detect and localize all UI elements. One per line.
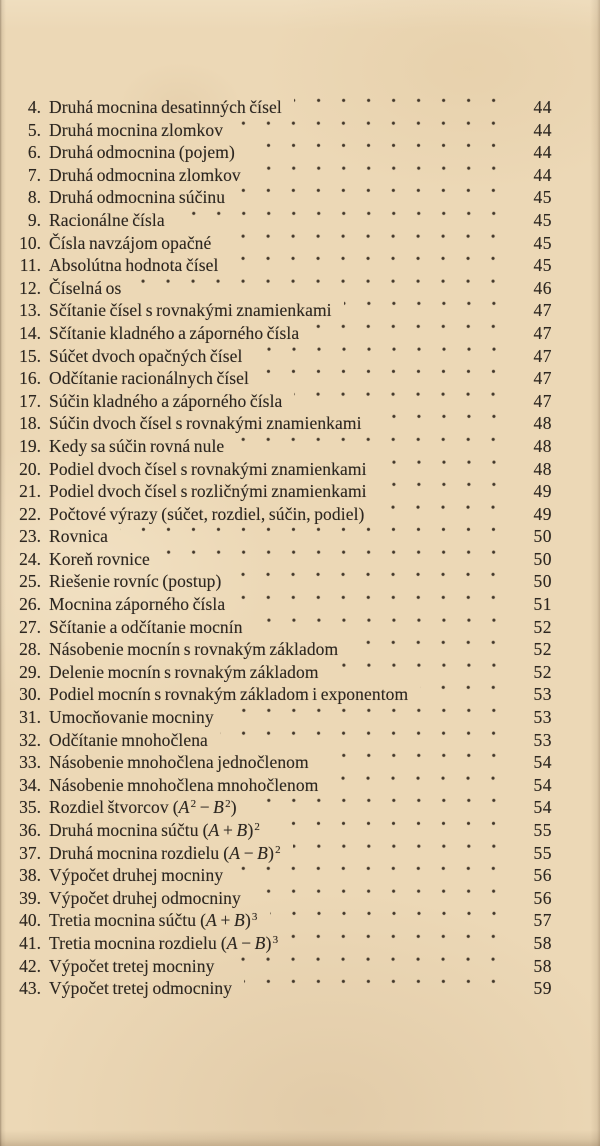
toc-entry-title: Výpočet tretej mocniny	[49, 955, 215, 976]
toc-entry-page: 52	[533, 661, 552, 682]
dot-leader	[253, 887, 510, 910]
toc-entry-page: 45	[533, 255, 552, 276]
toc-entry-title: Druhá mocnina rozdielu $(A - B)^2$	[49, 842, 281, 863]
toc-entry-number: 14.	[19, 322, 41, 343]
dot-leader	[344, 299, 510, 322]
toc-row	[8, 977, 552, 1000]
toc-entry-title: Druhá odmocnina súčinu	[49, 187, 226, 208]
toc-entry-title: Podiel dvoch čísel s rozličnými znamienkami	[49, 481, 367, 502]
toc-entry-page: 52	[533, 639, 552, 660]
dot-leader	[133, 277, 510, 300]
toc-entry-title: Odčítanie racionálnych čísel	[49, 368, 250, 389]
dot-leader	[247, 141, 510, 164]
toc-row	[8, 164, 552, 187]
toc-row	[8, 390, 552, 413]
toc-entry-number: 33.	[19, 752, 41, 773]
toc-row	[8, 119, 552, 142]
toc-entry-page: 55	[533, 820, 552, 840]
toc-row	[8, 277, 552, 300]
toc-entry-title: Druhá mocnina zlomkov	[49, 119, 224, 140]
dot-leader	[230, 254, 510, 277]
toc-row	[8, 774, 552, 797]
toc-entry-number: 5.	[27, 119, 41, 140]
dot-leader	[226, 706, 510, 729]
dot-leader	[294, 96, 510, 119]
toc-row	[8, 458, 552, 481]
toc-entry-title: Umocňovanie mocniny	[49, 707, 214, 728]
toc-entry-number: 15.	[19, 345, 41, 366]
toc-row	[8, 909, 552, 932]
toc-entry-page: 53	[533, 684, 552, 705]
toc-row	[8, 345, 552, 368]
dot-leader	[331, 661, 510, 684]
toc-row	[8, 819, 552, 842]
toc-entry-title: Delenie mocnín s rovnakým základom	[49, 661, 319, 682]
dot-leader	[293, 842, 510, 865]
dot-leader	[255, 345, 511, 368]
toc-entry-page: 44	[533, 164, 552, 185]
toc-entry-page: 48	[533, 435, 552, 456]
toc-entry-page: 56	[533, 887, 552, 908]
toc-entry-page: 49	[533, 481, 552, 502]
math-expression: $(A^2 - B^2)$	[172, 797, 237, 818]
toc-entry-number: 39.	[19, 887, 41, 908]
math-expression: $(A - B)^3$	[220, 932, 279, 953]
toc-row	[8, 412, 552, 435]
toc-entry-page: 49	[533, 503, 552, 524]
toc-row	[8, 186, 552, 209]
toc-entry-number: 40.	[19, 910, 41, 931]
toc-entry-number: 29.	[19, 661, 41, 682]
toc-row	[8, 955, 552, 978]
dot-leader	[261, 367, 510, 390]
toc-entry-number: 38.	[19, 865, 41, 886]
dot-leader	[220, 729, 510, 752]
toc-entry-page: 48	[533, 458, 552, 479]
dot-leader	[272, 819, 510, 842]
toc-row	[8, 322, 552, 345]
dot-leader	[249, 796, 510, 819]
toc-entry-title: Koreň rovnice	[49, 548, 150, 569]
toc-row	[8, 435, 552, 458]
toc-entry-number: 8.	[27, 187, 41, 208]
toc-entry-title: Druhá odmocnina zlomkov	[49, 164, 241, 185]
dot-leader	[321, 751, 510, 774]
math-expression: $(A + B)^2$	[202, 820, 260, 840]
toc-entry-number: 42.	[19, 955, 41, 976]
toc-row	[8, 751, 552, 774]
toc-entry-page: 46	[533, 277, 552, 298]
toc-entry-page: 58	[533, 932, 552, 953]
toc-row	[8, 141, 552, 164]
toc-entry-title: Násobenie mnohočlena jednočlenom	[49, 752, 309, 773]
toc-entry-page: 51	[533, 594, 552, 615]
toc-row	[8, 706, 552, 729]
toc-entry-title: Sčítanie čísel s rovnakými znamienkami	[49, 300, 332, 321]
toc-entry-number: 6.	[27, 142, 41, 163]
toc-entry-number: 28.	[19, 639, 41, 660]
toc-row	[8, 254, 552, 277]
toc-entry-number: 20.	[19, 458, 41, 479]
toc-entry-number: 43.	[19, 978, 41, 999]
toc-row	[8, 932, 552, 955]
toc-row	[8, 209, 552, 232]
toc-entry-page: 47	[533, 368, 552, 389]
toc-entry-page: 44	[533, 119, 552, 140]
toc-entry-number: 12.	[19, 277, 41, 298]
toc-entry-title: Odčítanie mnohočlena	[49, 729, 208, 750]
toc-entry-title: Riešenie rovníc (postup)	[49, 571, 222, 592]
toc-entry-title: Rovnica	[49, 526, 109, 547]
toc-entry-title: Podiel dvoch čísel s rovnakými znamienkami	[49, 458, 367, 479]
toc-row	[8, 299, 552, 322]
toc-row	[8, 593, 552, 616]
toc-entry-number: 34.	[19, 774, 41, 795]
dot-leader	[120, 525, 510, 548]
toc-entry-title: Výpočet druhej odmocniny	[49, 887, 241, 908]
toc-row	[8, 548, 552, 571]
dot-leader	[237, 186, 510, 209]
toc-entry-page: 58	[533, 955, 552, 976]
toc-entry-title: Počtové výrazy (súčet, rozdiel, súčin, podiel)	[49, 503, 365, 524]
toc-entry-title: Výpočet druhej mocniny	[49, 865, 224, 886]
toc-entry-title: Druhá mocnina desatinných čísel	[49, 97, 282, 117]
toc-entry-page: 47	[533, 345, 552, 366]
toc-entry-number: 32.	[19, 729, 41, 750]
toc-entry-page: 44	[533, 142, 552, 163]
toc-row	[8, 638, 552, 661]
toc-entry-page: 47	[533, 322, 552, 343]
toc-entry-page: 54	[533, 797, 552, 818]
toc-entry-number: 26.	[19, 594, 41, 615]
dot-leader	[294, 390, 510, 413]
toc-entry-page: 53	[533, 707, 552, 728]
toc-entry-title: Rozdiel štvorcov $(A^2 - B^2)$	[49, 797, 237, 818]
toc-entry-page: 59	[533, 978, 552, 999]
toc-entry-page: 45	[533, 187, 552, 208]
toc-entry-page: 48	[533, 413, 552, 434]
toc-row	[8, 683, 552, 706]
toc-entry-number: 27.	[19, 616, 41, 637]
dot-leader	[235, 864, 510, 887]
toc-entry-number: 7.	[27, 164, 41, 185]
toc-entry-page: 54	[533, 774, 552, 795]
dot-leader	[379, 480, 510, 503]
toc-entry-title: Násobenie mocnín s rovnakým základom	[49, 639, 339, 660]
toc-entry-title: Tretia mocnina súčtu $(A + B)^3$	[49, 910, 258, 931]
toc-entry-page: 52	[533, 616, 552, 637]
toc-entry-title: Sčítanie a odčítanie mocnín	[49, 616, 243, 637]
toc-entry-number: 21.	[19, 481, 41, 502]
toc-entry-title: Číselná os	[49, 277, 122, 298]
dot-leader	[255, 616, 510, 639]
toc-entry-number: 16.	[19, 368, 41, 389]
toc-entry-number: 23.	[19, 526, 41, 547]
toc-entry-title: Súčin kladného a záporného čísla	[49, 390, 283, 411]
dot-leader	[290, 932, 510, 955]
toc-entry-number: 41.	[19, 932, 41, 953]
math-expression: $(A - B)^2$	[223, 842, 281, 863]
toc-row	[8, 480, 552, 503]
dot-leader	[270, 909, 510, 932]
toc-entry-title: Kedy sa súčin rovná nule	[49, 435, 225, 456]
toc-entry-number: 31.	[19, 707, 41, 728]
toc-row	[8, 729, 552, 752]
toc-entry-page: 50	[533, 526, 552, 547]
toc-entry-title: Druhá odmocnina (pojem)	[49, 142, 235, 163]
toc-row	[8, 842, 552, 865]
dot-leader	[253, 164, 510, 187]
dot-leader	[233, 570, 510, 593]
toc-row	[8, 503, 552, 526]
toc-entry-number: 13.	[19, 300, 41, 321]
dot-leader	[311, 322, 510, 345]
toc-entry-title: Násobenie mnohočlena mnohočlenom	[49, 774, 319, 795]
toc-entry-number: 10.	[19, 232, 41, 253]
toc-entry-title: Výpočet tretej odmocniny	[49, 978, 233, 999]
toc-entry-title: Absolútna hodnota čísel	[49, 255, 219, 276]
dot-leader	[237, 593, 510, 616]
dot-leader	[376, 503, 510, 526]
dot-leader	[235, 119, 510, 142]
toc-row	[8, 367, 552, 390]
dot-leader	[420, 683, 510, 706]
dot-leader	[350, 638, 510, 661]
toc-entry-page: 45	[533, 232, 552, 253]
toc-entry-number: 19.	[19, 435, 41, 456]
toc-entry-number: 25.	[19, 571, 41, 592]
toc-entry-page: 50	[533, 571, 552, 592]
dot-leader	[223, 232, 510, 255]
toc-entry-page: 44	[533, 97, 552, 117]
toc-entry-number: 30.	[19, 684, 41, 705]
toc-entry-page: 45	[533, 209, 552, 230]
toc-entry-number: 17.	[19, 390, 41, 411]
toc-entry-number: 22.	[19, 503, 41, 524]
dot-leader	[379, 458, 510, 481]
toc-row	[8, 616, 552, 639]
toc-entry-page: 55	[533, 842, 552, 863]
math-expression: $(A + B)^3$	[200, 910, 258, 931]
dot-leader	[244, 977, 510, 1000]
toc-row	[8, 525, 552, 548]
toc-entry-number: 4.	[27, 97, 41, 117]
toc-entry-number: 36.	[19, 820, 41, 840]
toc-entry-title: Čísla navzájom opačné	[49, 232, 212, 253]
toc-entry-title: Podiel mocnín s rovnakým základom i exponentom	[49, 684, 409, 705]
toc-row	[8, 864, 552, 887]
toc-entry-title: Súčin dvoch čísel s rovnakými znamienkami	[49, 413, 362, 434]
dot-leader	[226, 955, 510, 978]
toc-entry-page: 47	[533, 390, 552, 411]
dot-leader	[374, 412, 510, 435]
toc-entry-number: 37.	[19, 842, 41, 863]
toc-row	[8, 96, 552, 119]
dot-leader	[330, 774, 510, 797]
toc-entry-title: Tretia mocnina rozdielu $(A - B)^3$	[49, 932, 279, 953]
toc-entry-page: 57	[533, 910, 552, 931]
toc-entry-title: Súčet dvoch opačných čísel	[49, 345, 243, 366]
toc-row	[8, 661, 552, 684]
toc-entry-number: 9.	[27, 209, 41, 230]
toc-entry-title: Racionálne čísla	[49, 209, 165, 230]
toc-entry-title: Druhá mocnina súčtu $(A + B)^2$	[49, 820, 260, 840]
dot-leader	[177, 209, 510, 232]
toc-entry-page: 54	[533, 752, 552, 773]
toc-entry-number: 18.	[19, 413, 41, 434]
toc-row	[8, 796, 552, 819]
toc-entry-page: 47	[533, 300, 552, 321]
toc-entry-page: 53	[533, 729, 552, 750]
toc-row	[8, 570, 552, 593]
toc-row	[8, 887, 552, 910]
toc-entry-title: Sčítanie kladného a záporného čísla	[49, 322, 300, 343]
toc-entry-title: Mocnina záporného čísla	[49, 594, 226, 615]
toc-entry-page: 50	[533, 548, 552, 569]
toc-row	[8, 232, 552, 255]
dot-leader	[236, 435, 510, 458]
toc-entry-number: 24.	[19, 548, 41, 569]
dot-leader	[162, 548, 510, 571]
toc-entry-page: 56	[533, 865, 552, 886]
toc-entry-number: 35.	[19, 797, 41, 818]
toc-entry-number: 11.	[19, 255, 41, 276]
